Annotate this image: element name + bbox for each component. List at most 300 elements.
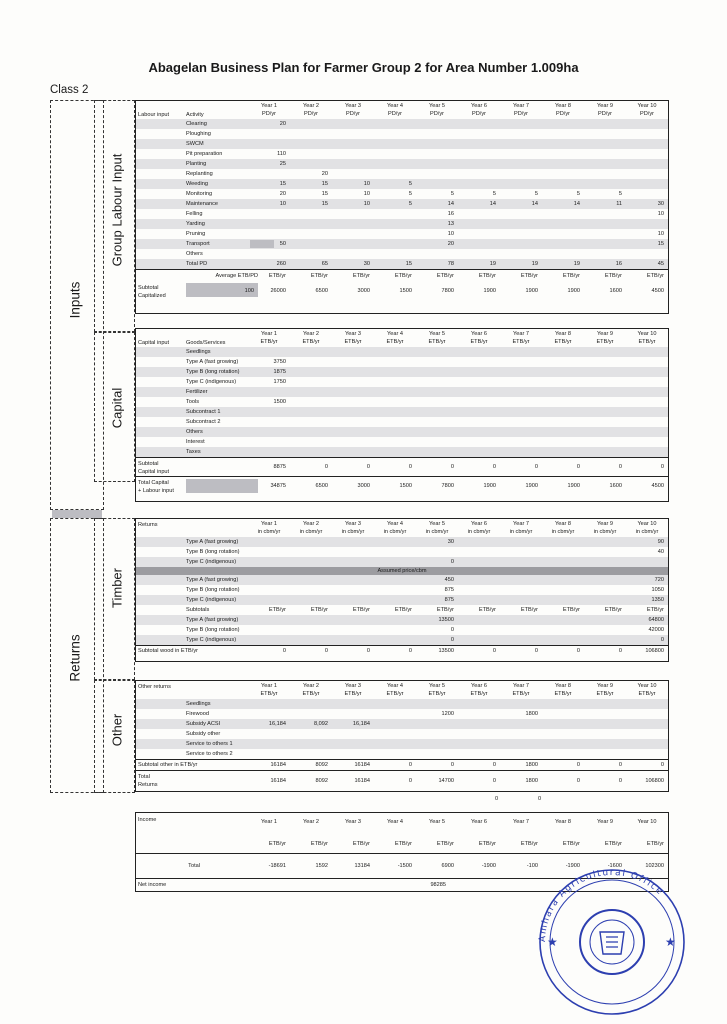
value-cell: 15 [321, 191, 328, 197]
other-returns-table [135, 680, 669, 792]
value-cell: 1592 [315, 863, 328, 869]
unit-header: ETB/yr [260, 691, 278, 697]
value-cell: 16,184 [352, 721, 370, 727]
income-total-label: Total [188, 863, 200, 869]
unit-cell: ETB/yr [562, 841, 580, 847]
unit-cell: ETB/yr [604, 841, 622, 847]
labour-avg-row [136, 269, 668, 282]
inputs-label: Inputs [67, 281, 83, 319]
value-cell: -100 [526, 863, 538, 869]
value-cell: 19 [573, 261, 580, 267]
value-cell: -18691 [268, 863, 286, 869]
table-row [136, 699, 668, 709]
value-cell: 25 [279, 161, 286, 167]
unit-cell: ETB/yr [646, 607, 664, 613]
table-row [136, 189, 668, 199]
row-label: Type C (indigenous) [186, 559, 237, 565]
other-subtotal-row [136, 759, 668, 770]
value-cell: 45 [657, 261, 664, 267]
unit-header: ETB/yr [596, 691, 614, 697]
year-header: Year 10 [637, 819, 657, 825]
year-header: Year 9 [597, 683, 613, 689]
year-header: Year 8 [555, 331, 571, 337]
year-header: Year 8 [555, 683, 571, 689]
unit-header: ETB/yr [386, 339, 404, 345]
unit-header: in cbm/yr [551, 529, 575, 535]
capitalized-label: Capitalized [138, 293, 166, 299]
subtotal-wood-label: Subtotal wood in ETB/yr [138, 648, 199, 654]
row-label: Replanting [186, 171, 213, 177]
year-header: Year 8 [555, 103, 571, 109]
value-cell: 20 [447, 241, 454, 247]
row-label: Maintenance [186, 201, 219, 207]
svg-text:★: ★ [665, 935, 676, 949]
table-row [136, 417, 668, 427]
capital-col1-header: Goods/Services [186, 340, 226, 346]
value-cell: 0 [450, 627, 454, 633]
value-cell: 20 [279, 191, 286, 197]
value-cell: 14 [447, 201, 454, 207]
table-row [136, 139, 668, 149]
value-cell: 0 [408, 762, 412, 768]
unit-header: PD/yr [346, 111, 360, 117]
year-header: Year 9 [597, 521, 613, 527]
unit-cell: ETB/yr [478, 273, 496, 279]
table-row [136, 249, 668, 259]
value-cell: 0 [576, 464, 580, 470]
value-cell: 4500 [651, 483, 664, 489]
total-label: Total [138, 774, 150, 780]
value-cell: 102300 [645, 863, 664, 869]
value-cell: 0 [324, 648, 328, 654]
table-row [136, 219, 668, 229]
unit-header: ETB/yr [470, 691, 488, 697]
capital-header [136, 329, 668, 347]
value-cell: 1800 [525, 711, 538, 717]
table-row [136, 427, 668, 437]
value-cell: 0 [660, 464, 664, 470]
value-cell: -1900 [481, 863, 496, 869]
value-cell: 3000 [357, 288, 370, 294]
cap-subtotal-label: Subtotal [138, 461, 159, 467]
value-cell: 10 [363, 201, 370, 207]
income-header [136, 813, 668, 835]
value-cell: 5 [534, 191, 538, 197]
unit-cell: ETB/yr [394, 607, 412, 613]
year-header: Year 3 [345, 683, 361, 689]
value-cell: 34875 [270, 483, 286, 489]
page-title: Abagelan Business Plan for Farmer Group 2 for Area Number 1.009ha [148, 60, 579, 75]
year-header: Year 7 [513, 683, 529, 689]
table-row [136, 169, 668, 179]
value-cell: 1900 [525, 483, 538, 489]
year-header: Year 1 [261, 683, 277, 689]
value-cell: 10 [657, 231, 664, 237]
timber-label: Timber [109, 568, 125, 608]
row-label: Type A (fast growing) [186, 617, 239, 623]
row-label: Planting [186, 161, 207, 167]
year-header: Year 1 [261, 331, 277, 337]
value-cell: 0 [492, 464, 496, 470]
value-cell: 0 [618, 464, 622, 470]
value-cell: 0 [492, 648, 496, 654]
year-header: Year 9 [597, 819, 613, 825]
value-cell: 0 [660, 637, 664, 643]
year-header: Year 10 [637, 521, 657, 527]
value-cell: 0 [576, 648, 580, 654]
unit-header: in cbm/yr [593, 529, 617, 535]
avg-label: Average ETB/PD [215, 273, 258, 279]
row-label: Type B (long rotation) [186, 627, 240, 633]
timber-subtotal-rows [136, 615, 668, 645]
value-cell: 875 [444, 587, 454, 593]
value-cell: 5 [408, 181, 412, 187]
stamp-emblem [547, 932, 676, 954]
year-header: Year 4 [387, 819, 403, 825]
table-row [136, 537, 668, 547]
value-cell: 0 [408, 464, 412, 470]
unit-cell: ETB/yr [394, 841, 412, 847]
value-cell: 26000 [270, 288, 286, 294]
value-cell: 0 [618, 778, 622, 784]
subtotals-label: Subtotals [186, 607, 210, 613]
value-cell: -1900 [565, 863, 580, 869]
year-header: Year 3 [345, 521, 361, 527]
row-label: Others [186, 429, 203, 435]
unit-header: ETB/yr [470, 339, 488, 345]
timber-table [135, 518, 669, 662]
unit-cell: ETB/yr [352, 273, 370, 279]
value-cell: 1900 [483, 288, 496, 294]
unit-cell: ETB/yr [436, 273, 454, 279]
table-row [136, 719, 668, 729]
unit-header: ETB/yr [386, 691, 404, 697]
value-cell: 14 [573, 201, 580, 207]
value-cell: 1200 [441, 711, 454, 717]
unit-header: PD/yr [430, 111, 444, 117]
unit-header: ETB/yr [302, 691, 320, 697]
unit-cell: ETB/yr [436, 607, 454, 613]
year-header: Year 6 [471, 331, 487, 337]
value-cell: 260 [276, 261, 286, 267]
value-cell: 0 [450, 559, 454, 565]
table-row [136, 447, 668, 457]
value-cell: 1800 [525, 778, 538, 784]
value-cell: 15 [279, 181, 286, 187]
value-cell: 14 [531, 201, 538, 207]
unit-header: in cbm/yr [635, 529, 659, 535]
value-cell: 0 [366, 648, 370, 654]
unit-header: in cbm/yr [299, 529, 323, 535]
table-row [136, 749, 668, 759]
value-cell: 19 [489, 261, 496, 267]
table-row [136, 407, 668, 417]
year-header: Year 2 [303, 819, 319, 825]
value-cell: 10 [363, 181, 370, 187]
value-cell: 10 [447, 231, 454, 237]
value-cell: 13 [447, 221, 454, 227]
value-cell: 720 [654, 577, 664, 583]
year-header: Year 5 [429, 521, 445, 527]
capital-subtotal-row [136, 457, 668, 476]
year-header: Year 7 [513, 331, 529, 337]
value-cell: 1500 [399, 483, 412, 489]
value-cell: 8,092 [314, 721, 328, 727]
unit-header: ETB/yr [554, 691, 572, 697]
row-label: Subcontract 1 [186, 409, 221, 415]
value-cell: 0 [408, 648, 412, 654]
value-cell: 8875 [273, 464, 286, 470]
year-header: Year 8 [555, 819, 571, 825]
unit-cell: ETB/yr [394, 273, 412, 279]
value-cell: 0 [492, 762, 496, 768]
row-label: Subsidy ACSI [186, 721, 221, 727]
unit-cell: ETB/yr [478, 841, 496, 847]
unit-header: ETB/yr [638, 339, 656, 345]
assumed-price-band: Assumed price/cbm [136, 567, 668, 575]
value-cell: 0 [366, 464, 370, 470]
value-cell: 5 [492, 191, 496, 197]
unit-header: PD/yr [598, 111, 612, 117]
value-cell: 7800 [441, 288, 454, 294]
value-cell: 3750 [273, 359, 286, 365]
unit-cell: ETB/yr [520, 607, 538, 613]
year-header: Year 6 [471, 103, 487, 109]
other-label: Other [109, 713, 125, 747]
year-header: Year 5 [429, 103, 445, 109]
value-cell: 8092 [315, 778, 328, 784]
year-header: Year 6 [471, 819, 487, 825]
unit-header: ETB/yr [428, 691, 446, 697]
unit-header: PD/yr [262, 111, 276, 117]
value-cell: 14 [489, 201, 496, 207]
value-cell: 1800 [525, 762, 538, 768]
table-row [136, 377, 668, 387]
unit-cell: ETB/yr [520, 273, 538, 279]
capital-table [135, 328, 669, 502]
value-cell: 0 [576, 762, 580, 768]
value-cell: 40 [657, 549, 664, 555]
value-cell: 0 [534, 464, 538, 470]
income-col0-header: Income [138, 817, 157, 823]
unit-header: ETB/yr [554, 339, 572, 345]
value-cell: 11 [616, 201, 622, 207]
timber-wood-subtotal-row [136, 645, 668, 656]
unit-header: PD/yr [472, 111, 486, 117]
year-header: Year 4 [387, 331, 403, 337]
row-label: Type A (fast growing) [186, 539, 239, 545]
table-row [136, 547, 668, 557]
value-cell: 1600 [609, 288, 622, 294]
unit-header: ETB/yr [344, 691, 362, 697]
value-cell: 90 [657, 539, 664, 545]
labour-subtotal-row [136, 282, 668, 300]
value-cell: 1500 [273, 399, 286, 405]
value-cell: 1350 [651, 597, 664, 603]
class-label: Class 2 [50, 84, 89, 96]
table-row [136, 239, 668, 249]
table-row [136, 129, 668, 139]
unit-header: in cbm/yr [257, 529, 281, 535]
year-header: Year 5 [429, 819, 445, 825]
unit-cell: ETB/yr [310, 841, 328, 847]
value-cell: 13184 [354, 863, 370, 869]
table-row [136, 119, 668, 129]
unit-cell: ETB/yr [646, 273, 664, 279]
below-value-2: 0 [538, 796, 542, 802]
unit-cell: ETB/yr [310, 273, 328, 279]
unit-header: ETB/yr [302, 339, 320, 345]
unit-header: in cbm/yr [341, 529, 365, 535]
row-label: Yarding [186, 221, 205, 227]
table-row [136, 557, 668, 567]
year-header: Year 9 [597, 331, 613, 337]
year-header: Year 1 [261, 521, 277, 527]
row-label: Clearing [186, 121, 207, 127]
value-cell: 50 [279, 241, 286, 247]
table-row [136, 437, 668, 447]
value-cell: 0 [324, 464, 328, 470]
labour-col1-header: Activity [186, 112, 204, 118]
capital-label: Capital [109, 387, 125, 429]
table-row [136, 585, 668, 595]
unit-header: in cbm/yr [467, 529, 491, 535]
row-label: Taxes [186, 449, 201, 455]
unit-cell: ETB/yr [604, 607, 622, 613]
table-row [136, 209, 668, 219]
row-label: Pit preparation [186, 151, 223, 157]
row-label: Others [186, 251, 203, 257]
row-label: Type A (fast growing) [186, 359, 239, 365]
value-cell: 3000 [357, 483, 370, 489]
row-label: Interest [186, 439, 205, 445]
year-header: Year 5 [429, 683, 445, 689]
unit-cell: ETB/yr [520, 841, 538, 847]
year-header: Year 6 [471, 521, 487, 527]
value-cell: 1900 [567, 288, 580, 294]
unit-header: PD/yr [304, 111, 318, 117]
value-cell: 78 [447, 261, 454, 267]
table-row [136, 709, 668, 719]
year-header: Year 9 [597, 103, 613, 109]
table-row [136, 149, 668, 159]
svg-text:★: ★ [547, 935, 558, 949]
other-rows [136, 699, 668, 759]
value-cell: 16184 [354, 762, 370, 768]
timber-subtotals-row [136, 605, 668, 615]
year-header: Year 1 [261, 103, 277, 109]
net-income-value: 98285 [430, 882, 446, 888]
value-cell: 42000 [648, 627, 664, 633]
income-unit-row [136, 835, 668, 853]
value-cell: 15 [321, 181, 328, 187]
labour-rows [136, 119, 668, 269]
unit-cell: ETB/yr [562, 607, 580, 613]
value-cell: 20 [279, 121, 286, 127]
value-cell: 16 [447, 211, 454, 217]
table-row [136, 159, 668, 169]
value-cell: 65 [321, 261, 328, 267]
row-label: SWCM [186, 141, 204, 147]
value-cell: 15 [405, 261, 412, 267]
row-label: Type C (indigenous) [186, 379, 237, 385]
row-label: Fertilizer [186, 389, 208, 395]
value-cell: 1600 [609, 483, 622, 489]
row-label: Monitoring [186, 191, 213, 197]
unit-header: ETB/yr [512, 339, 530, 345]
value-cell: 6500 [315, 288, 328, 294]
row-label: Transport [186, 241, 210, 247]
value-cell: 13500 [438, 648, 454, 654]
value-cell: 0 [660, 762, 664, 768]
unit-header: ETB/yr [512, 691, 530, 697]
value-cell: 30 [657, 201, 664, 207]
unit-cell: ETB/yr [478, 607, 496, 613]
row-label: Pruning [186, 231, 206, 237]
value-cell: 16,184 [268, 721, 286, 727]
value-cell: 30 [447, 539, 454, 545]
unit-cell: ETB/yr [268, 607, 286, 613]
unit-header: ETB/yr [596, 339, 614, 345]
value-cell: 1900 [525, 288, 538, 294]
value-cell: 16184 [270, 762, 286, 768]
value-cell: 7800 [441, 483, 454, 489]
table-row [136, 397, 668, 407]
value-cell: 0 [450, 637, 454, 643]
row-label: Type B (long rotation) [186, 369, 240, 375]
value-cell: 5 [408, 201, 412, 207]
row-label: Felling [186, 211, 203, 217]
year-header: Year 6 [471, 683, 487, 689]
year-header: Year 3 [345, 331, 361, 337]
unit-cell: ETB/yr [562, 273, 580, 279]
year-header: Year 10 [637, 103, 657, 109]
value-cell: 0 [618, 648, 622, 654]
table-row [136, 575, 668, 585]
stamp-ring-text: Amhara Agricultural Office [537, 867, 666, 943]
row-label: Total PD [186, 261, 208, 267]
plus-labour-label: + Labour input [138, 488, 174, 494]
other-col0-header: Other returns [138, 684, 171, 690]
net-income-label: Net income [138, 882, 167, 888]
other-header [136, 681, 668, 699]
row-label: Type B (long rotation) [186, 587, 240, 593]
unit-header: PD/yr [640, 111, 654, 117]
subtotal-label: Subtotal [138, 285, 159, 291]
table-row [136, 595, 668, 605]
unit-header: ETB/yr [638, 691, 656, 697]
value-cell: -1500 [397, 863, 412, 869]
table-row [136, 635, 668, 645]
table-row [136, 729, 668, 739]
value-cell: 5 [450, 191, 454, 197]
value-cell: 106800 [645, 648, 664, 654]
year-header: Year 7 [513, 521, 529, 527]
value-cell: 0 [534, 648, 538, 654]
cap-input-label: Capital input [138, 469, 170, 475]
unit-cell: ETB/yr [352, 841, 370, 847]
unit-header: PD/yr [514, 111, 528, 117]
below-value-1: 0 [495, 796, 499, 802]
table-row [136, 347, 668, 357]
avg-value: 100 [244, 288, 254, 294]
total-capital-cell [186, 479, 258, 493]
year-header: Year 2 [303, 103, 319, 109]
returns-label: Returns [67, 634, 83, 682]
value-cell: 0 [282, 648, 286, 654]
table-row [136, 199, 668, 209]
labour-table [135, 100, 669, 314]
